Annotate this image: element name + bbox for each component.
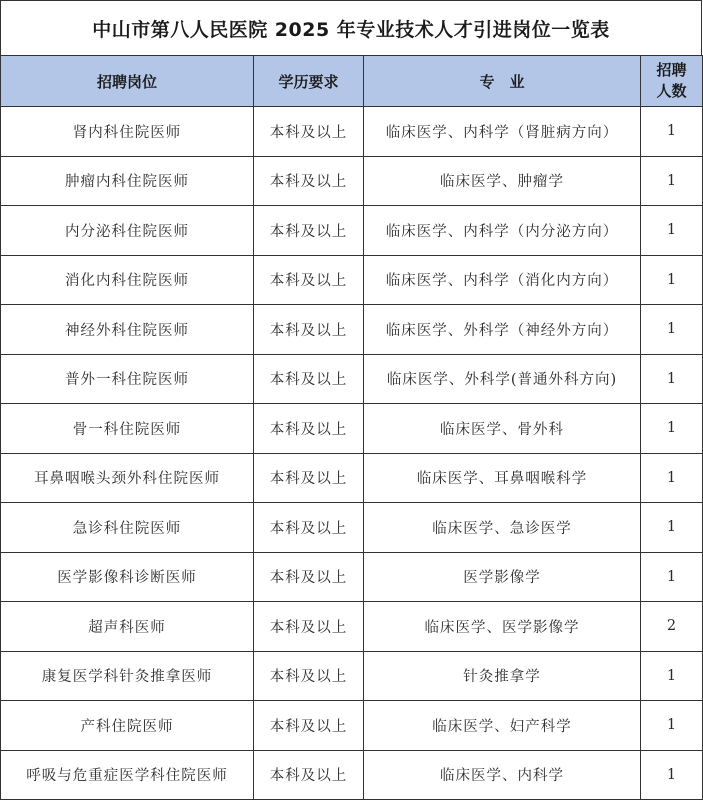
header-major: 专 业 [364,56,641,107]
header-row [1,56,703,107]
table-row [1,552,703,602]
header-count-line2: 人数 [656,82,687,100]
cell-major: 临床医学、内科学（内分泌方向） [364,206,641,256]
cell-position: 康复医学科针灸推拿医师 [1,651,254,701]
positions-table [0,55,703,800]
cell-count: 1 [641,701,703,751]
table-row [1,107,703,157]
cell-education: 本科及以上 [254,305,364,355]
cell-count: 1 [641,354,703,404]
cell-major: 临床医学、外科学(普通外科方向) [364,354,641,404]
table-row [1,255,703,305]
cell-education: 本科及以上 [254,107,364,157]
cell-education: 本科及以上 [254,404,364,454]
cell-major: 临床医学、内科学（肾脏病方向） [364,107,641,157]
cell-major: 医学影像学 [364,552,641,602]
cell-position: 肾内科住院医师 [1,107,254,157]
cell-position: 内分泌科住院医师 [1,206,254,256]
cell-position: 超声科医师 [1,602,254,652]
cell-education: 本科及以上 [254,206,364,256]
cell-count: 1 [641,305,703,355]
cell-education: 本科及以上 [254,602,364,652]
cell-education: 本科及以上 [254,354,364,404]
cell-count: 1 [641,255,703,305]
table-row [1,305,703,355]
cell-count: 1 [641,206,703,256]
cell-major: 临床医学、内科学（消化内方向） [364,255,641,305]
table-row [1,354,703,404]
table-row [1,750,703,800]
table-row [1,206,703,256]
cell-count: 1 [641,503,703,553]
cell-position: 急诊科住院医师 [1,503,254,553]
cell-position: 产科住院医师 [1,701,254,751]
cell-count: 1 [641,651,703,701]
cell-major: 临床医学、耳鼻咽喉科学 [364,453,641,503]
cell-count: 1 [641,750,703,800]
cell-major: 临床医学、医学影像学 [364,602,641,652]
table-body [1,107,703,800]
cell-position: 肿瘤内科住院医师 [1,156,254,206]
table-row [1,404,703,454]
cell-position: 神经外科住院医师 [1,305,254,355]
cell-count: 1 [641,107,703,157]
cell-count: 1 [641,453,703,503]
cell-major: 临床医学、妇产科学 [364,701,641,751]
cell-position: 普外一科住院医师 [1,354,254,404]
cell-major: 针灸推拿学 [364,651,641,701]
cell-education: 本科及以上 [254,701,364,751]
cell-major: 临床医学、外科学（神经外方向） [364,305,641,355]
cell-count: 1 [641,404,703,454]
cell-count: 2 [641,602,703,652]
cell-education: 本科及以上 [254,156,364,206]
table-row [1,503,703,553]
cell-education: 本科及以上 [254,255,364,305]
cell-education: 本科及以上 [254,503,364,553]
header-count [641,56,703,107]
table-row [1,651,703,701]
cell-position: 呼吸与危重症医学科住院医师 [1,750,254,800]
header-position: 招聘岗位 [1,56,254,107]
cell-position: 耳鼻咽喉头颈外科住院医师 [1,453,254,503]
cell-count: 1 [641,552,703,602]
cell-education: 本科及以上 [254,651,364,701]
cell-position: 医学影像科诊断医师 [1,552,254,602]
header-count-line1: 招聘 [656,61,687,79]
cell-major: 临床医学、内科学 [364,750,641,800]
table-row [1,156,703,206]
cell-major: 临床医学、肿瘤学 [364,156,641,206]
cell-count: 1 [641,156,703,206]
table-row [1,701,703,751]
cell-major: 临床医学、骨外科 [364,404,641,454]
cell-education: 本科及以上 [254,453,364,503]
cell-education: 本科及以上 [254,552,364,602]
header-education: 学历要求 [254,56,364,107]
table-title: 中山市第八人民医院 2025 年专业技术人才引进岗位一览表 [0,0,702,56]
table-row [1,453,703,503]
cell-education: 本科及以上 [254,750,364,800]
cell-position: 骨一科住院医师 [1,404,254,454]
cell-position: 消化内科住院医师 [1,255,254,305]
table-row [1,602,703,652]
cell-major: 临床医学、急诊医学 [364,503,641,553]
